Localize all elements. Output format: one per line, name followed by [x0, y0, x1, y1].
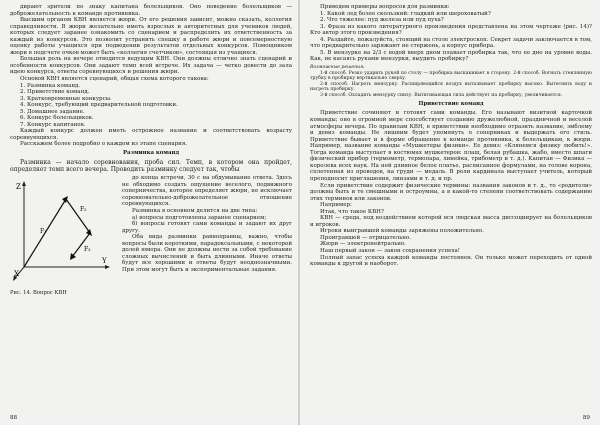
section-title-greeting: Приветствие команд — [418, 101, 484, 108]
plan-item: 1. Разминка команд. — [20, 82, 81, 89]
label-x: X — [14, 270, 19, 279]
answers-title: Возможные решения: — [310, 64, 365, 70]
left-page — [0, 0, 298, 425]
y-axis-arrow — [105, 265, 110, 269]
paragraph: дирают зрители по знаку капитана болельщиков. Оно поведение болельщиков — доброжелательность к команде противника. — [10, 4, 292, 17]
paragraph: до конца встречи, 30 с на обдумывание ответа. Здесь не обходимо создать ощущение веселого, подвижного соперничества, которое определяет жюри, не исключает соревновательно-доброжелательное отношение соревнующихся. — [122, 175, 292, 208]
plan-item: 7. Конкурс капитанов. — [20, 121, 86, 128]
definition-item: Жюри — электронейтрально. — [320, 241, 406, 248]
figure-block — [10, 175, 118, 296]
definition-item: Проигравшей — отрицательно. — [320, 234, 411, 241]
possible-solutions-list — [310, 71, 592, 99]
paragraph: Основой КВН является сценарий, общая схема которого такова: — [20, 76, 209, 83]
solution-item: 1-й способ. Резко ударить рукой по столу — пробирка выскакивает в сторону. 2-й способ. Вогнать стеклянную трубку в пробирку вертикально сверху. — [310, 70, 592, 82]
kvn-definitions-list — [310, 215, 592, 267]
label-f2: F₂ — [80, 206, 87, 214]
definition-item: Игроки выигравшей команды заряжены положительно. — [320, 228, 484, 235]
vector-f3 — [72, 233, 90, 257]
plan-item: 6. Конкурс болельщиков. — [20, 115, 94, 122]
paragraph: Оба вида разминки равноправны, важно, чтобы вопросы были короткими, парадоксальными, с некоторой долей юмора. Они не должны нести за собой требование сложных вычислений и быть длинными. Иначе ответы будут все хорошими и ответы будут неоднозначными. При этом могут быть и экспериментальные задания. — [122, 234, 292, 273]
plan-item: 2. Приветствие команд. — [20, 89, 90, 96]
paragraph: Высшим органом КВН является жюри. От его решения зависит, можно сказать, коллегия справедливости. В жюри желательно иметь взрослых и авторитетных для учеников людей, которых следует заранее ознакомить со сценарием и распределить их ответственность за каждый из конкурсов. Это позволит устранить спешку в работе жюри и повсемерностную оценку работы учащихся при подведении результатов отдельных конкурсов. Помощником жюри в подсчете очков может быть «коллегия счетчиков», состоящая из учащихся. — [10, 17, 292, 56]
left-top-text — [10, 4, 292, 83]
question-item: 5. В мензурке на 2/3 с водой вверх дном плавает пробирка так, что ее дно на уровне воды. Как, не касаясь руками мензурки, выудить пробирку? — [310, 49, 592, 63]
figure-row — [10, 175, 292, 296]
plan-item: 5. Домашнее задание. — [20, 108, 85, 115]
question-item: 2. Что тяжелее: пуд железа или пуд пуха? — [320, 17, 444, 24]
figure-caption: Рис. 14. Вопрос КВН — [10, 290, 67, 297]
question-item: 4. Раздайте, пожалуйста, стоящий на столе электроскоп. Секрет задачи заключается в том, что предварительно заряжают не стержень, а корпус прибора. — [310, 36, 592, 50]
paragraph: Расскажем более подробно о каждом из этапе сценария. — [20, 141, 188, 148]
label-f3: F₃ — [84, 246, 91, 254]
paragraph: Если приветствие содержит физические термины: названия законов и т. д., то «родители» должны быть и те смешными и остроумны, а в какой-то степени соответствовать содержанию этих терминов или законов. — [310, 182, 592, 202]
question-item: 3. Фраза из какого литературного произведения представлена на этом чертеже (рис. 14)? Кто автор этого произведения? — [310, 23, 592, 37]
definition-item: Наш первый закон — закон сохранения успеха! — [320, 247, 460, 254]
left-after-plan-text — [10, 128, 292, 148]
section-title-warmup: Разминка команд — [122, 150, 180, 157]
right-page — [300, 0, 600, 425]
scenario-plan-list — [10, 83, 292, 129]
definition-item: Полный запас успеха каждой команды постоянен. Он только может переходить от одной команды к другой и наоборот. — [310, 254, 592, 268]
force-diagram-figure — [10, 175, 114, 285]
paragraph: Каждый конкурс должен иметь острожное название и соответствовать возрасту соревнующихся. — [10, 128, 292, 141]
question-item: 1. Какой лед более скользкий: гладкий или шероховатый? — [320, 10, 491, 17]
page-number-right: 89 — [582, 415, 590, 421]
solution-item: 2-й способ. Нагреть мензурку. Расширяющийся воздух выталкивает пробирку высоко. Вытеснить воду и нагреть пробирку. — [310, 81, 592, 93]
warmup-questions-list — [310, 11, 592, 63]
paragraph: б) вопросы готовят сами команды и задают их друг другу. — [122, 221, 292, 234]
z-axis-arrow — [22, 181, 26, 186]
definition-item: КВН — среда, под воздействием которой вся людская масса диссоциирует на болельщиков и игроков. — [310, 215, 592, 228]
plan-item: 3. Кратковременные конкурсы. — [20, 95, 112, 102]
warmup-side-text — [118, 175, 292, 296]
vector-f3-arrow — [70, 253, 76, 260]
label-y: Y — [102, 257, 107, 266]
example-title: Итак, что такое КВН? — [320, 208, 384, 215]
warmup-intro: Разминка — начало соревнования, проба сил. Темп, в котором она пройдет, определяет темп всего вечера. Проводить разминку следует так, чтобы — [10, 159, 292, 174]
solution-item: 3-й способ. Охладить мензурку снизу. Вытягивающая сила действует на пробирку, увеличивается. — [320, 92, 563, 98]
questions-intro: Приведем примеры вопросов для разминки: — [320, 4, 450, 10]
paragraph: Большая роль на вечере отводится ведущим КВН. Они должны отлично знать сценарий и особенности конкурсов. Они задают темп всей встрече. Их задача — четко довести до зала идею конкурса, ответы соревнующихся и решения жюри. — [10, 56, 292, 76]
label-f1: F₁ — [40, 228, 47, 236]
label-z: Z — [16, 183, 21, 192]
greeting-text — [310, 110, 592, 202]
example-label: Например: — [320, 202, 352, 209]
vector-f1-arrow — [62, 196, 68, 203]
plan-item: 4. Конкурс, требующий предварительной подготовки. — [20, 102, 178, 109]
paragraph: а) вопросы подготовлены заранее сценарием; — [132, 214, 267, 221]
vector-f2 — [66, 199, 90, 233]
page-number-left: 88 — [10, 415, 18, 421]
paragraph: Разминка в основном делится на две типа: — [132, 207, 258, 214]
paragraph: Приветствие сочиняют и готовят сами команды. Его называют визитной карточкой команды; оно в огромной мере способствует созданию дружелюбной, праздничной и веселой атмосферы вечера. По правилам КВН, в приветствии необходимо отразить название, эмблему и девиз команды. Не лишним будет упомянуть о соперниках и выдержать его стиль. Приветствие бывает и в форме обращение к команде противника, к болельщикам, к жюри. Например, название команды «Мушкетеры физики». Ее девиз: «Клянемся физику любить!». Тогда команда выступает в костюмах мушкетеров: плащ, белая рубашка, жабо, вместо шпаги физический прибор (термометр, термопара, линейка, трибометр и т. д.). Капитан — Физика — королева всех наук. На ней длинное белое платье, расписанное формулами, на голове корона, сплетенная из проводов, на груди — медаль. В роли кардинала выступает учитель, который преподносит приглашения, линзами и т. д. и пр. — [310, 110, 592, 182]
